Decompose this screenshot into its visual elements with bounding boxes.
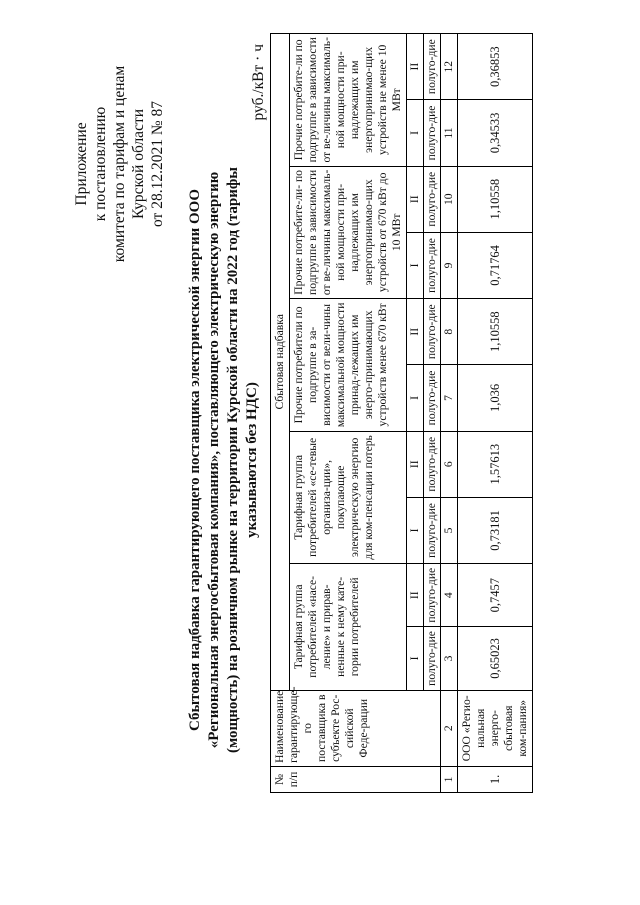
period-label: полуго-дие [424, 365, 441, 431]
value-cell: 1,10558 [458, 299, 533, 365]
row-number: 1. [458, 766, 533, 792]
column-number: 2 [441, 690, 458, 766]
value-cell: 0,36853 [458, 34, 533, 100]
header-row-categories [290, 34, 407, 793]
unit-label: руб./кВт · ч [250, 44, 267, 121]
value-cell: 0,65023 [458, 627, 533, 690]
period-label: полуго-дие [424, 431, 441, 497]
half-label: II [407, 166, 424, 232]
appendix-line: Курской области [130, 108, 147, 220]
column-number: 6 [441, 431, 458, 497]
period-label: полуго-дие [424, 564, 441, 627]
half-label: II [407, 299, 424, 365]
value-cell: 0,34533 [458, 100, 533, 166]
header-group-grid-orgs: Тарифная группа потребителей «се-тевые организа-ции», покупающие электрическую энергию для ком-пенсации потерь [290, 431, 407, 564]
value-cell: 0,7457 [458, 564, 533, 627]
header-row-periods [424, 34, 441, 793]
half-label: I [407, 627, 424, 690]
header-supplier: Наименование гарантирующе-го поставщика в субъекте Рос-сийской Феде-рации [271, 690, 441, 766]
period-label: полуго-дие [424, 497, 441, 563]
column-number: 10 [441, 166, 458, 232]
tariff-table [270, 33, 533, 793]
half-label: II [407, 34, 424, 100]
column-number: 4 [441, 564, 458, 627]
header-group-over-10mw: Прочие потребите-ли по подгруппе в зависимости от ве-личины максималь-ной мощности при-надлежащих им энергопринимао-щих устройств не менее 10 МВт [290, 34, 407, 167]
column-number: 11 [441, 100, 458, 166]
column-number: 12 [441, 34, 458, 100]
value-cell: 1,10558 [458, 166, 533, 232]
period-label: полуго-дие [424, 232, 441, 298]
column-number: 5 [441, 497, 458, 563]
column-number: 1 [441, 766, 458, 792]
column-number: 8 [441, 299, 458, 365]
appendix-line: от 28.12.2021 № 87 [149, 101, 166, 227]
value-cell: 1,036 [458, 365, 533, 431]
half-label: I [407, 497, 424, 563]
half-label: I [407, 232, 424, 298]
supplier-name: ООО «Регио-нальная энерго-сбытовая ком-пания» [458, 690, 533, 766]
column-number-row [441, 34, 458, 793]
appendix-line: комитета по тарифам и ценам [111, 65, 128, 263]
period-label: полуго-дие [424, 166, 441, 232]
header-group-670-10mw: Прочие потребите-ли- по подгруппе в зависимости от ве-личины максималь-ной мощности при-надлежащих им энергопринимао-щих устройств от 670 кВт до 10 МВт [290, 166, 407, 299]
period-label: полуго-дие [424, 299, 441, 365]
appendix-line: Приложение [73, 122, 90, 206]
appendix-block [72, 34, 167, 294]
column-number: 3 [441, 627, 458, 690]
column-number: 7 [441, 365, 458, 431]
period-label: полуго-дие [424, 34, 441, 100]
value-cell: 0,71764 [458, 232, 533, 298]
half-label: I [407, 365, 424, 431]
period-label: полуго-дие [424, 100, 441, 166]
appendix-line: к постановлению [92, 106, 109, 222]
document-title: Сбытовая надбавка гарантирующего поставщика электрической энергии ООО «Региональная энергосбытовая компания», поставляющего электрическую энергию (мощность) на розничном рынке на территории Курской области на 2022 год (тарифы указываются без НДС) [187, 167, 260, 753]
half-label: I [407, 100, 424, 166]
table-row [458, 34, 533, 793]
value-cell: 0,73181 [458, 497, 533, 563]
header-group-population: Тарифная группа потребителей «насе-ление» и прирав-ненные к нему кате-гории потребителей [290, 564, 407, 691]
header-row-halves [407, 34, 424, 793]
value-cell: 1,57613 [458, 431, 533, 497]
header-row-group [271, 34, 290, 793]
column-number: 9 [441, 232, 458, 298]
header-surcharge: Сбытовая надбавка [271, 34, 290, 691]
header-group-under-670: Прочие потребители по подгруппе в за-висимости от вели-чины максимальной мощности принад-лежащих им энерго-принимающих устройств менее 670 кВт [290, 299, 407, 432]
half-label: II [407, 431, 424, 497]
period-label: полуго-дие [424, 627, 441, 690]
half-label: II [407, 564, 424, 627]
header-num: № п/п [271, 766, 441, 792]
